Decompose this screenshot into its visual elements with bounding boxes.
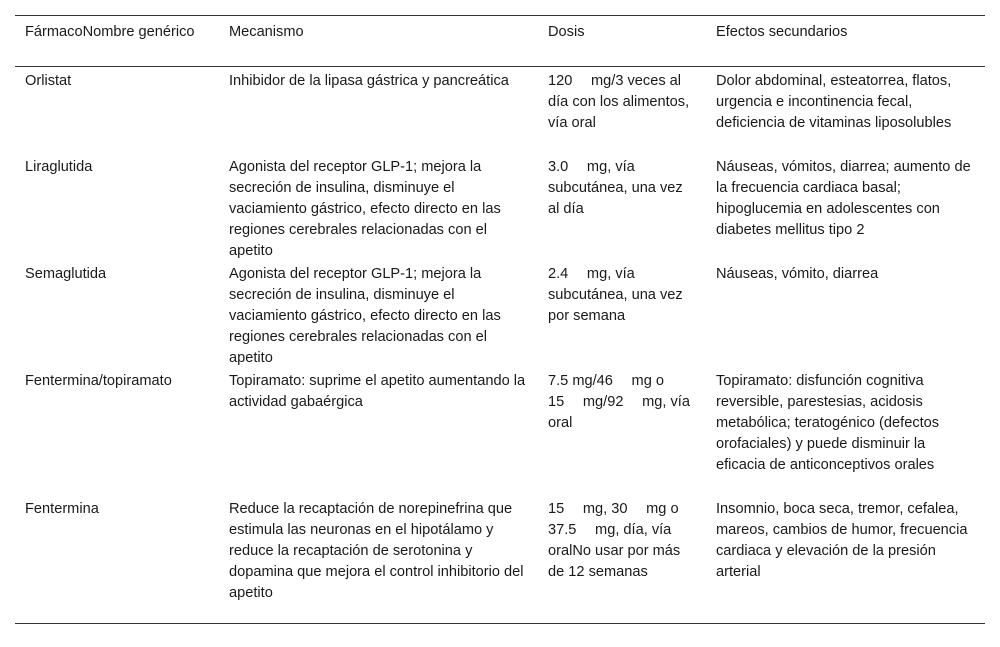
cell-drug: Liraglutida	[25, 159, 93, 175]
cell-drug: Fentermina	[25, 501, 99, 517]
table-row	[15, 67, 985, 157]
cell-side-effects: Náuseas, vómitos, diarrea; aumento de la frecuencia cardiaca basal; hipoglucemia en adolescentes con diabetes mellitus tipo 2	[716, 159, 971, 238]
cell-mechanism: Reduce la recaptación de norepinefrina que estimula las neuronas en el hipotálamo y reduce la recaptación de serotonina y dopamina que mejora el control inhibitorio del apetito	[229, 501, 524, 601]
table-header-row	[15, 16, 985, 66]
header-dose: Dosis	[548, 24, 585, 40]
cell-dose: 3.0 mg, vía subcutánea, una vez al día	[548, 159, 683, 217]
header-mechanism: Mecanismo	[229, 24, 304, 40]
cell-dose: 7.5 mg/46 mg o 15 mg/92 mg, vía oral	[548, 373, 690, 431]
table-row	[15, 157, 985, 264]
header-side-effects: Efectos secundarios	[716, 24, 848, 40]
table-bottom-rule	[15, 623, 985, 624]
header-drug: FármacoNombre genérico	[25, 24, 195, 40]
table-row	[15, 371, 985, 499]
cell-drug: Orlistat	[25, 73, 72, 89]
cell-dose: 2.4 mg, vía subcutánea, una vez por semana	[548, 266, 683, 324]
cell-dose: 120 mg/3 veces al día con los alimentos, vía oral	[548, 73, 690, 131]
cell-drug: Fentermina/topiramato	[25, 373, 172, 389]
cell-dose: 15 mg, 30 mg o 37.5 mg, día, vía oralNo usar por más de 12 semanas	[548, 501, 681, 580]
table-row	[15, 264, 985, 371]
cell-mechanism: Agonista del receptor GLP-1; mejora la secreción de insulina, disminuye el vaciamiento gástrico, efecto directo en las regiones cerebrales relacionadas con el apetito	[229, 266, 501, 366]
cell-side-effects: Dolor abdominal, esteatorrea, flatos, urgencia e incontinencia fecal, deficiencia de vitaminas liposolubles	[716, 73, 952, 131]
cell-drug: Semaglutida	[25, 266, 107, 282]
cell-mechanism: Inhibidor de la lipasa gástrica y pancreática	[229, 73, 509, 89]
cell-mechanism: Agonista del receptor GLP-1; mejora la secreción de insulina, disminuye el vaciamiento gástrico, efecto directo en las regiones cerebrales relacionadas con el apetito	[229, 159, 501, 259]
drug-table	[15, 15, 985, 624]
cell-side-effects: Insomnio, boca seca, tremor, cefalea, mareos, cambios de humor, frecuencia cardiaca y elevación de la presión arterial	[716, 501, 968, 580]
cell-side-effects: Topiramato: disfunción cognitiva reversible, parestesias, acidosis metabólica; teratogénico (defectos orofaciales) y puede disminuir la eficacia de anticonceptivos orales	[716, 373, 940, 473]
cell-side-effects: Náuseas, vómito, diarrea	[716, 266, 879, 282]
table-row	[15, 499, 985, 623]
cell-mechanism: Topiramato: suprime el apetito aumentando la actividad gabaérgica	[229, 373, 526, 410]
